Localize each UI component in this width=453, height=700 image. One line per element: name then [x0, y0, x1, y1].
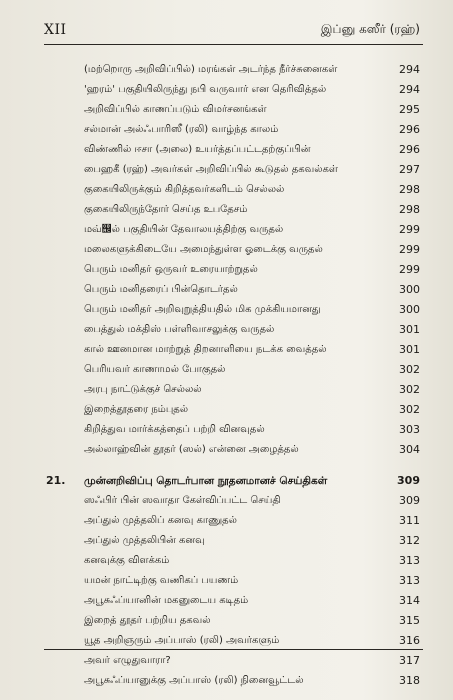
toc-entry-page: 301 [399, 343, 420, 356]
toc-entry [44, 380, 420, 400]
header-rule [44, 44, 423, 45]
chapter-number: 21. [46, 474, 66, 487]
toc-entry [44, 420, 420, 440]
toc-entry-page: 302 [399, 403, 420, 416]
toc-entry-title: அல்லாஹ்வின் தூதர் (ஸல்) என்னை அழைத்தல் [84, 444, 299, 455]
toc-entry-title: பெரும் மனிதரைப் பின்தொடர்தல் [84, 284, 238, 295]
toc-entry [44, 80, 420, 100]
toc-entry [44, 220, 420, 240]
toc-entry-title: 'ஹரம்' பகுதியிலிருந்து நபி வருவார் என தெரிவித்தல் [84, 84, 327, 95]
toc-entry-page: 318 [399, 674, 420, 687]
toc-entry-page: 303 [399, 423, 420, 436]
toc-entry-title: மலைகளுக்கிடையே அமைந்துள்ள ஓடைக்கு வருதல் [84, 244, 323, 255]
toc-entry [44, 440, 420, 460]
toc-entry-page: 296 [399, 143, 420, 156]
toc-entry-page: 298 [399, 183, 420, 196]
toc-entry [44, 60, 420, 80]
toc-entry-page: 294 [399, 63, 420, 76]
toc-entry-title: பைத்துல் மக்திஸ் பள்ளிவாசலுக்கு வருதல் [84, 324, 275, 335]
toc-entry-title: பெரும் மனிதர் ஒருவர் உரையாற்றுதல் [84, 264, 258, 275]
toc-entry [44, 591, 420, 611]
toc-entry-page: 297 [399, 163, 420, 176]
toc-entry-title: கனவுக்கு விளக்கம் [84, 555, 170, 566]
toc-entry-title: அபூசுஃப்யானுக்கு அப்பாஸ் (ரலி) நினைவூட்டல் [84, 675, 304, 686]
toc-entry [44, 260, 420, 280]
toc-entry-title: அப்துல் முத்தலிபின் கனவு [84, 535, 205, 546]
toc-entry-page: 309 [399, 494, 420, 507]
toc-entry [44, 200, 420, 220]
toc-entry-page: 312 [399, 534, 420, 547]
toc-entry-title: யமன் நாட்டிற்கு வணிகப் பயணம் [84, 575, 239, 586]
toc-entry [44, 551, 420, 571]
toc-entry [44, 180, 420, 200]
toc-entry [44, 511, 420, 531]
toc-entry-title: அறிவிப்பில் காணப்படும் விமர்சனங்கள் [84, 104, 267, 115]
toc-entry [44, 300, 420, 320]
toc-entry-page: 314 [399, 594, 420, 607]
toc-entry-page: 302 [399, 363, 420, 376]
toc-entry-page: 300 [399, 303, 420, 316]
toc-entry-title: அப்துல் முத்தலிப் கனவு காணுதல் [84, 515, 237, 526]
toc-entry-title: மவ்஬ல் பகுதியின் தேவாலயத்திற்கு வருதல் [84, 224, 284, 235]
toc-entry-page: 298 [399, 203, 420, 216]
toc-entry [44, 280, 420, 300]
toc-entry-page: 301 [399, 323, 420, 336]
toc-section-b [44, 491, 420, 691]
toc-entry [44, 651, 420, 671]
toc-section-a [44, 60, 420, 460]
toc-entry-page: 313 [399, 574, 420, 587]
toc-entry-title: குகையிலிருந்தோர் செய்த உபதேசம் [84, 204, 248, 215]
toc-entry-title: இறைத் தூதர் பற்றிய தகவல் [84, 615, 211, 626]
toc-entry [44, 400, 420, 420]
page-number-roman: XII [44, 22, 67, 38]
toc-entry-title: குகையிலிருக்கும் கிறித்தவர்களிடம் செல்லல் [84, 184, 285, 195]
toc-entry [44, 491, 420, 511]
toc-entry-title: கிறித்துவ மார்க்கத்தைப் பற்றி வினவுதல் [84, 424, 265, 435]
toc-entry [44, 320, 420, 340]
toc-entry-title: இறைத்தூதரை நம்புதல் [84, 404, 189, 415]
chapter-title: முன்னறிவிப்பு தொடர்பான நூதனமானச் செய்திகள் [84, 475, 328, 487]
toc-entry [44, 120, 420, 140]
toc-entry-title: அபூசுஃப்யானின் மகனுடைய கடிதம் [84, 595, 249, 606]
toc-entry-page: 299 [399, 223, 420, 236]
toc-entry-title: அவர் எழுதுவாரா? [84, 655, 171, 666]
toc-entry-page: 317 [399, 654, 420, 667]
toc-entry-title: பைஹகீ (ரஹ்) அவர்கள் அறிவிப்பில் கூடுதல் தகவல்கள் [84, 164, 338, 175]
toc-entry-page: 300 [399, 283, 420, 296]
toc-entry-title: (மற்றொரு அறிவிப்பில்) மரங்கள் அடர்ந்த நீர்ச்சுனைகள் [84, 64, 338, 75]
toc-entry-title: விண்ணில் ஈசா (அலை) உயர்த்தப்பட்டதற்குப்பின் [84, 144, 311, 155]
chapter-heading [44, 471, 420, 491]
toc-entry-page: 296 [399, 123, 420, 136]
toc-entry-page: 304 [399, 443, 420, 456]
toc-entry [44, 671, 420, 691]
running-header-title: இப்னு கஸீர் (ரஹ்) [320, 22, 420, 36]
toc-entry-page: 313 [399, 554, 420, 567]
toc-entry [44, 611, 420, 631]
toc-entry-page: 316 [399, 634, 420, 647]
toc-entry-title: பெரும் மனிதர் அறிவுறுத்தியதில் மிக முக்கியமானது [84, 304, 321, 315]
toc-entry-page: 315 [399, 614, 420, 627]
toc-entry-page: 295 [399, 103, 420, 116]
toc-entry [44, 240, 420, 260]
section-gap [44, 460, 420, 471]
table-of-contents [44, 60, 420, 691]
footer-rule [44, 649, 423, 650]
toc-entry [44, 340, 420, 360]
toc-entry [44, 100, 420, 120]
toc-entry-title: யூத அறிஞரும் அப்பாஸ் (ரலி) அவர்களும் [84, 635, 280, 646]
toc-entry [44, 140, 420, 160]
toc-entry-title: ஸஃபிர் பின் ஸவாதா கேள்விப்பட்ட செய்தி [84, 495, 281, 506]
toc-entry-page: 294 [399, 83, 420, 96]
toc-entry [44, 360, 420, 380]
toc-entry [44, 531, 420, 551]
toc-entry-page: 299 [399, 243, 420, 256]
toc-entry-title: அரபு நாட்டுக்குச் செல்லல் [84, 384, 202, 395]
chapter-page: 309 [397, 474, 420, 487]
toc-entry-title: பெரியவர் காணாமல் போகுதல் [84, 364, 226, 375]
toc-entry-title: கால் ஊனமான மாற்றுத் திறனாளியை நடக்க வைத்தல் [84, 344, 327, 355]
toc-entry-title: சல்மான் அல்ஃபாரிஸீ (ரலி) வாழ்ந்த காலம் [84, 124, 279, 135]
toc-entry [44, 571, 420, 591]
toc-entry [44, 160, 420, 180]
toc-entry-page: 299 [399, 263, 420, 276]
toc-entry-page: 302 [399, 383, 420, 396]
toc-entry [44, 631, 420, 651]
toc-entry-page: 311 [399, 514, 420, 527]
